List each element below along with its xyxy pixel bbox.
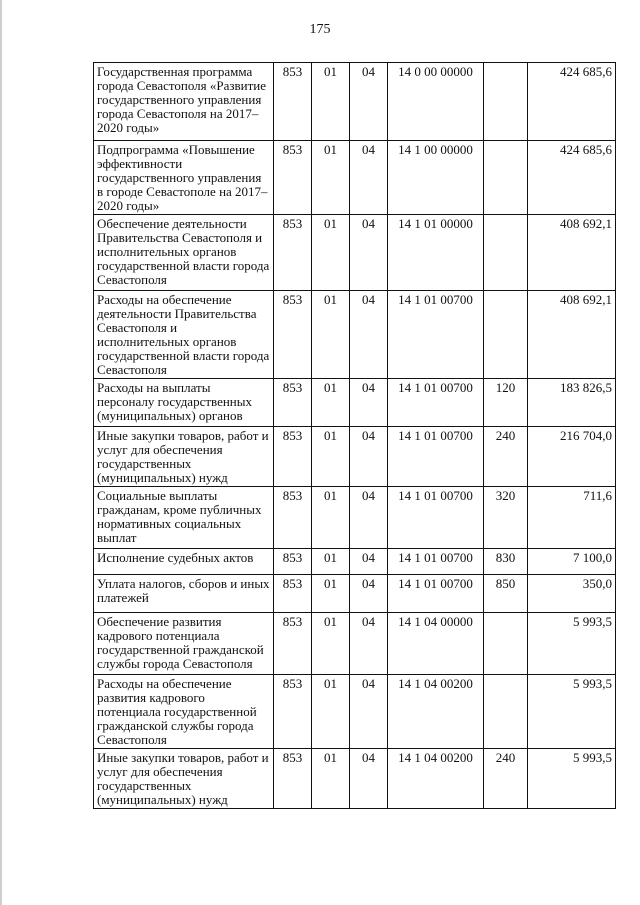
- cell-sum: 350,0: [528, 575, 616, 613]
- cell-csr: 14 1 01 00000: [388, 215, 484, 291]
- table-row: [94, 675, 616, 749]
- cell-csr: 14 1 01 00700: [388, 291, 484, 379]
- cell-vr: 830: [484, 549, 528, 575]
- cell-name: Исполнение судебных актов: [94, 549, 274, 575]
- cell-csr: 14 1 01 00700: [388, 487, 484, 549]
- cell-pr: 04: [350, 549, 388, 575]
- table-row: [94, 215, 616, 291]
- scan-edge: [0, 0, 2, 905]
- cell-ved: 853: [274, 215, 312, 291]
- cell-csr: 14 1 01 00700: [388, 549, 484, 575]
- cell-vr: 850: [484, 575, 528, 613]
- cell-sum: 5 993,5: [528, 613, 616, 675]
- cell-pr: 04: [350, 613, 388, 675]
- cell-csr: 14 1 01 00700: [388, 427, 484, 487]
- cell-csr: 14 1 01 00700: [388, 379, 484, 427]
- cell-rz: 01: [312, 63, 350, 141]
- cell-vr: 320: [484, 487, 528, 549]
- cell-sum: 408 692,1: [528, 215, 616, 291]
- cell-pr: 04: [350, 427, 388, 487]
- cell-pr: 04: [350, 379, 388, 427]
- cell-csr: 14 1 00 00000: [388, 141, 484, 215]
- cell-pr: 04: [350, 749, 388, 809]
- cell-rz: 01: [312, 575, 350, 613]
- table-row: [94, 427, 616, 487]
- table-row: [94, 749, 616, 809]
- cell-csr: 14 1 04 00200: [388, 675, 484, 749]
- cell-csr: 14 1 01 00700: [388, 575, 484, 613]
- cell-name: Расходы на обеспечение деятельности Правительства Севастополя и исполнительных органов государственной власти города Севастополя: [94, 291, 274, 379]
- cell-name: Иные закупки товаров, работ и услуг для обеспечения государственных (муниципальных) нужд: [94, 749, 274, 809]
- cell-name: Обеспечение развития кадрового потенциала государственной гражданской службы города Севастополя: [94, 613, 274, 675]
- page-number: 175: [309, 22, 331, 37]
- cell-vr: 120: [484, 379, 528, 427]
- table-row: [94, 549, 616, 575]
- cell-name: Обеспечение деятельности Правительства Севастополя и исполнительных органов государственной власти города Севастополя: [94, 215, 274, 291]
- cell-pr: 04: [350, 675, 388, 749]
- cell-sum: 7 100,0: [528, 549, 616, 575]
- budget-table: [93, 62, 616, 809]
- cell-vr: 240: [484, 749, 528, 809]
- cell-vr: [484, 613, 528, 675]
- table-row: [94, 379, 616, 427]
- cell-vr: [484, 63, 528, 141]
- table-row: [94, 141, 616, 215]
- cell-ved: 853: [274, 575, 312, 613]
- table-row: [94, 291, 616, 379]
- cell-name: Иные закупки товаров, работ и услуг для обеспечения государственных (муниципальных) нужд: [94, 427, 274, 487]
- table-body: [94, 63, 616, 809]
- cell-rz: 01: [312, 487, 350, 549]
- cell-ved: 853: [274, 675, 312, 749]
- cell-ved: 853: [274, 549, 312, 575]
- cell-rz: 01: [312, 141, 350, 215]
- cell-rz: 01: [312, 379, 350, 427]
- cell-sum: 424 685,6: [528, 141, 616, 215]
- table-row: [94, 487, 616, 549]
- cell-vr: 240: [484, 427, 528, 487]
- cell-csr: 14 0 00 00000: [388, 63, 484, 141]
- cell-vr: [484, 141, 528, 215]
- table-row: [94, 575, 616, 613]
- cell-ved: 853: [274, 379, 312, 427]
- cell-sum: 5 993,5: [528, 749, 616, 809]
- cell-pr: 04: [350, 291, 388, 379]
- cell-pr: 04: [350, 63, 388, 141]
- cell-sum: 216 704,0: [528, 427, 616, 487]
- cell-ved: 853: [274, 613, 312, 675]
- cell-rz: 01: [312, 749, 350, 809]
- cell-ved: 853: [274, 63, 312, 141]
- cell-rz: 01: [312, 613, 350, 675]
- cell-rz: 01: [312, 675, 350, 749]
- cell-pr: 04: [350, 215, 388, 291]
- cell-sum: 5 993,5: [528, 675, 616, 749]
- cell-sum: 711,6: [528, 487, 616, 549]
- cell-rz: 01: [312, 549, 350, 575]
- cell-sum: 408 692,1: [528, 291, 616, 379]
- cell-rz: 01: [312, 427, 350, 487]
- cell-vr: [484, 291, 528, 379]
- cell-name: Расходы на обеспечение развития кадрового потенциала государственной гражданской службы города Севастополя: [94, 675, 274, 749]
- cell-sum: 424 685,6: [528, 63, 616, 141]
- cell-ved: 853: [274, 487, 312, 549]
- cell-vr: [484, 675, 528, 749]
- cell-csr: 14 1 04 00000: [388, 613, 484, 675]
- cell-vr: [484, 215, 528, 291]
- table-row: [94, 613, 616, 675]
- cell-name: Уплата налогов, сборов и иных платежей: [94, 575, 274, 613]
- cell-name: Государственная программа города Севастополя «Развитие государственного управления города Севастополя на 2017–2020 годы»: [94, 63, 274, 141]
- cell-pr: 04: [350, 575, 388, 613]
- cell-ved: 853: [274, 749, 312, 809]
- cell-name: Социальные выплаты гражданам, кроме публичных нормативных социальных выплат: [94, 487, 274, 549]
- cell-ved: 853: [274, 427, 312, 487]
- cell-rz: 01: [312, 215, 350, 291]
- table-row: [94, 63, 616, 141]
- cell-name: Расходы на выплаты персоналу государственных (муниципальных) органов: [94, 379, 274, 427]
- cell-rz: 01: [312, 291, 350, 379]
- cell-pr: 04: [350, 141, 388, 215]
- cell-sum: 183 826,5: [528, 379, 616, 427]
- cell-csr: 14 1 04 00200: [388, 749, 484, 809]
- cell-name: Подпрограмма «Повышение эффективности государственного управления в городе Севастополе на 2017–2020 годы»: [94, 141, 274, 215]
- cell-ved: 853: [274, 141, 312, 215]
- cell-ved: 853: [274, 291, 312, 379]
- cell-pr: 04: [350, 487, 388, 549]
